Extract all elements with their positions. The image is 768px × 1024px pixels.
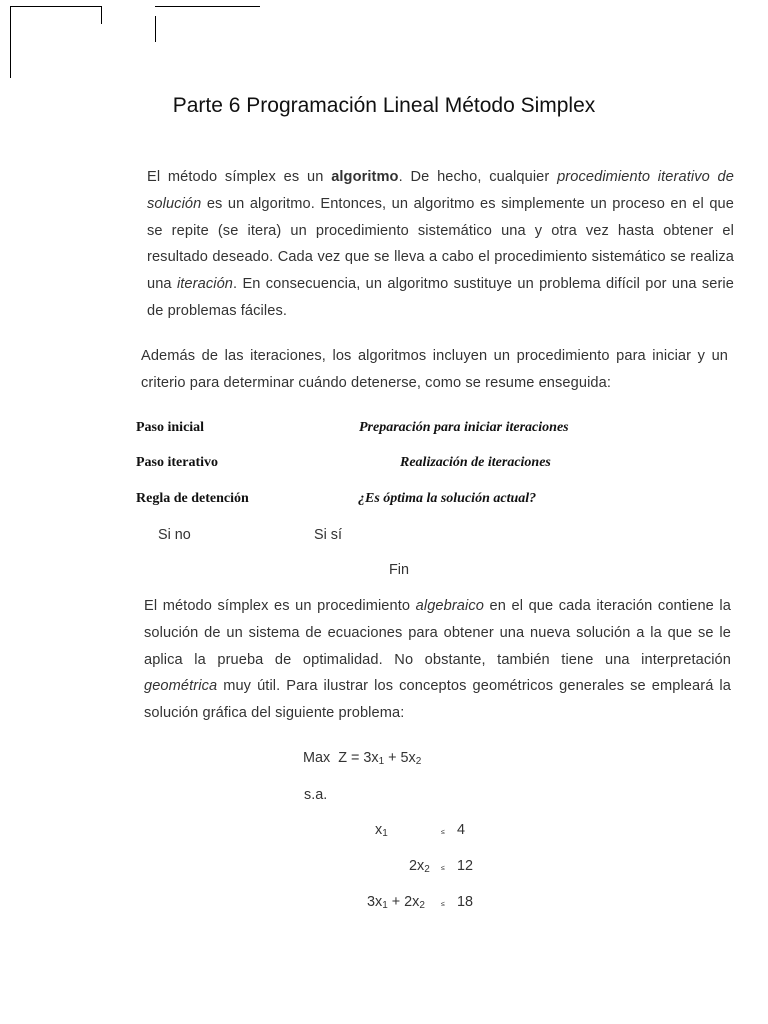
- para1-bold-algoritmo: algoritmo: [331, 169, 399, 185]
- corner-mark-right-horizontal: [155, 6, 260, 7]
- paragraph-geometric: [90, 593, 731, 727]
- objective-sub-2: 2: [415, 756, 422, 767]
- flow-si-no: Si no: [158, 527, 191, 543]
- corner-mark-right-vertical: [155, 16, 156, 42]
- constraint-1-lhs: [375, 822, 388, 839]
- para3-italic-1: algebraico: [415, 598, 484, 614]
- objective-z: Z = 3x: [338, 750, 379, 766]
- c2-sub: 2: [424, 864, 430, 875]
- objective-function: [303, 750, 421, 767]
- subject-to: s.a.: [304, 787, 328, 803]
- page-title: Parte 6 Programación Lineal Método Simplex: [172, 94, 596, 117]
- constraint-3-relation: ≤: [441, 901, 445, 908]
- objective-plus: + 5x: [384, 750, 416, 766]
- constraint-2-relation: ≤: [441, 865, 445, 872]
- para1-text-1: El método símplex es un: [147, 169, 332, 185]
- objective-max: Max: [303, 750, 331, 766]
- step-label-iterative: Paso iterativo: [136, 455, 219, 470]
- para3-text-2: en el que cada iteración contiene la solución de un sistema de ecuaciones para obtener una nueva solución a la que se le aplica la prueba de optimalidad. No obstante, también tiene una interpretación: [144, 598, 731, 668]
- c2-x: 2x: [409, 858, 425, 874]
- c3-x2: 2x: [404, 894, 420, 910]
- constraint-3-rhs: 18: [457, 894, 474, 910]
- c3-plus: +: [387, 894, 405, 910]
- c1-x: x: [375, 822, 383, 838]
- step-desc-iterative: Realización de iteraciones: [400, 455, 551, 470]
- constraint-2-lhs: [409, 858, 430, 875]
- constraint-1-rhs: 4: [457, 822, 466, 838]
- flow-si-si: Si sí: [314, 527, 342, 543]
- para1-italic-1: procedimiento iterativo de solución: [147, 169, 734, 212]
- c3-sub1: 1: [382, 900, 388, 911]
- para1-italic-2: iteración: [176, 276, 233, 293]
- paragraph-iterations: Además de las iteraciones, los algoritmos incluyen un procedimiento para iniciar y un criterio para determinar cuándo detenerse, como se resume enseguida:: [141, 348, 728, 391]
- para3-italic-2: geométrica: [144, 678, 218, 695]
- para1-text-3: es un algoritmo. Entonces, un algoritmo es simplemente un proceso en el que se repite (se itera) un procedimiento sistemático una y otra vez hasta obtener el resultado deseado. Cada vez que se lleva a cabo el procedimiento sistemático se realiza una: [147, 195, 734, 293]
- para3-text-3: muy útil. Para ilustrar los conceptos geométricos generales se empleará la solución gráfica del siguiente problema:: [144, 678, 731, 722]
- para3-text-1: El método símplex es un procedimiento: [144, 598, 416, 614]
- constraint-1-relation: ≤: [441, 829, 445, 836]
- para1-text-4: . En consecuencia, un algoritmo sustituye un problema difícil por una serie de problemas fáciles.: [147, 276, 734, 319]
- objective-sub-1: 1: [378, 756, 385, 767]
- constraint-3-lhs: [367, 894, 425, 911]
- c1-sub: 1: [382, 828, 388, 839]
- constraint-2-rhs: 12: [457, 858, 474, 874]
- step-label-initial: Paso inicial: [136, 420, 205, 435]
- step-label-stop-rule: Regla de detención: [136, 491, 249, 506]
- corner-mark-left-horizontal: [10, 6, 102, 7]
- corner-mark-left-tick: [101, 6, 102, 24]
- c3-x1: 3x: [367, 894, 383, 910]
- c3-sub2: 2: [419, 900, 425, 911]
- step-desc-stop-rule: ¿Es óptima la solución actual?: [358, 491, 537, 506]
- para1-text-2: . De hecho, cualquier: [398, 169, 558, 185]
- flow-fin: Fin: [389, 562, 409, 578]
- step-desc-initial: Preparación para iniciar iteraciones: [359, 420, 569, 435]
- paragraph-algorithm: [90, 164, 734, 325]
- corner-mark-left-vertical: [10, 6, 11, 78]
